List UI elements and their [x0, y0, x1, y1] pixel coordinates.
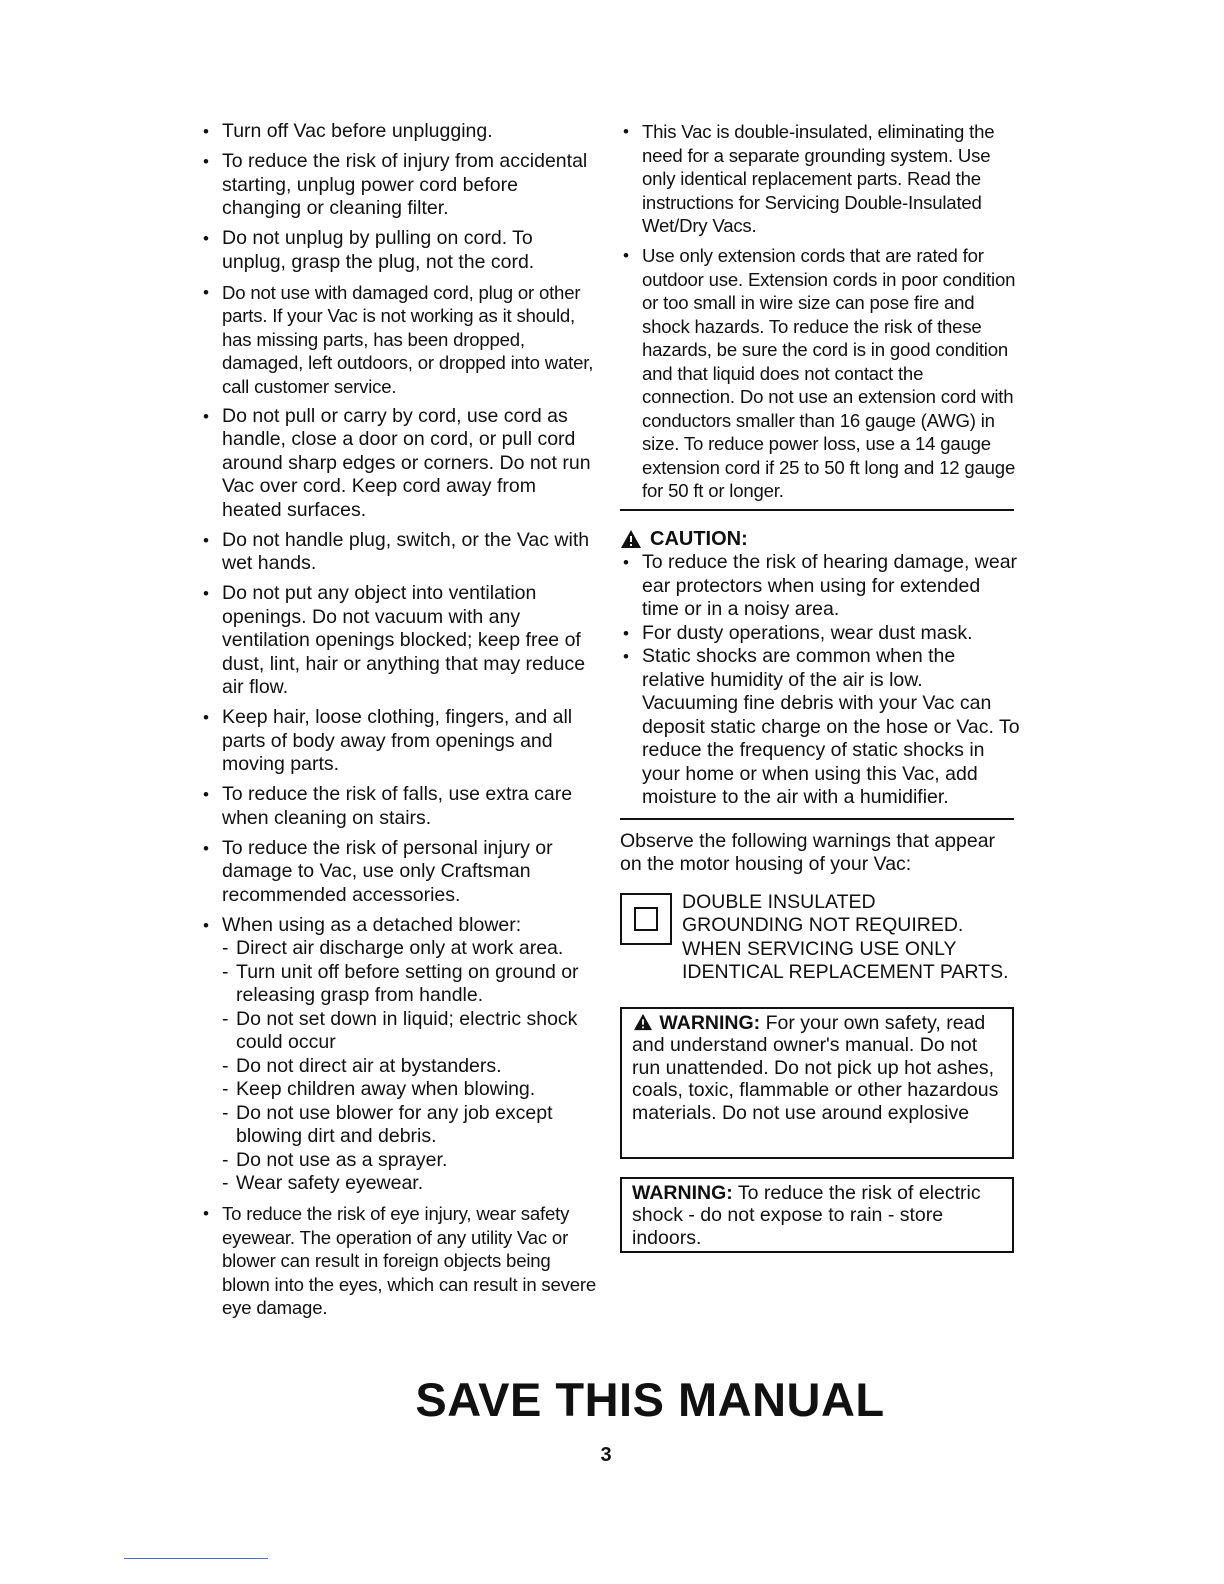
double-insulated-icon [620, 893, 672, 945]
list-item: • Turn off Vac before unplugging. [200, 120, 600, 144]
sub-list-item: - Do not use as a sprayer. [222, 1149, 600, 1173]
caution-item: • For dusty operations, wear dust mask. [620, 622, 1020, 646]
list-item: • Do not pull or carry by cord, use cord as handle, close a door on cord, or pull cord around sharp edges or corners. Do not run Vac over cord. Keep cord away from heated surfaces. [200, 405, 600, 523]
left-column [200, 120, 600, 1326]
warning-box-safety [620, 1007, 1014, 1159]
caution-item: • Static shocks are common when the relative humidity of the air is low. Vacuuming fine debris with your Vac can deposit static charge on the hose or Vac. To reduce the frequency of static shocks in your home or when using this Vac, add moisture to the air with a humidifier. [620, 645, 1020, 810]
caution-list [620, 551, 1020, 810]
warning-triangle-icon [620, 529, 642, 549]
footer-rule [124, 1558, 268, 1559]
list-item: • Do not handle plug, switch, or the Vac with wet hands. [200, 529, 600, 576]
list-item: • To reduce the risk of personal injury or damage to Vac, use only Craftsman recommended accessories. [200, 837, 600, 908]
caution-item: • To reduce the risk of hearing damage, wear ear protectors when using for extended time or in a noisy area. [620, 551, 1020, 622]
caution-heading [620, 527, 1020, 551]
blower-intro: When using as a detached blower: [222, 913, 522, 936]
list-item: • This Vac is double-insulated, eliminating the need for a separate grounding system. Use only identical replacement parts. Read the instructions for Servicing Double-Insulated Wet/Dry Vacs. [620, 120, 1020, 238]
double-insulated-label [620, 891, 1020, 985]
list-item-blower [200, 914, 600, 1196]
warning-text: For your own safety, read and understand owner's manual. Do not run unattended. Do not pick up hot ashes, coals, toxic, flammable or other hazardous materials. Do not use around explosive [632, 1011, 999, 1124]
list-item: • Keep hair, loose clothing, fingers, and all parts of body away from openings and moving parts. [200, 706, 600, 777]
sub-list-item: - Keep children away when blowing. [222, 1078, 600, 1102]
warning-box-shock [620, 1177, 1014, 1253]
warning-triangle-icon [632, 1013, 654, 1031]
caution-title: CAUTION: [650, 528, 748, 550]
list-item: • Use only extension cords that are rated for outdoor use. Extension cords in poor condition or too small in wire size can pose fire and shock hazards. To reduce the risk of these hazards, be sure the cord is in good condition and that liquid does not contact the connection. Do not use an extension cord with conductors smaller than 16 gauge (AWG) in size. To reduce power loss, use a 14 gauge extension cord if 25 to 50 ft long and 12 gauge for 50 ft or longer. [620, 244, 1020, 503]
right-column [620, 120, 1020, 1253]
warning-label: WARNING: [632, 1181, 733, 1204]
sub-list-item: - Direct air discharge only at work area. [222, 937, 600, 961]
list-item: • To reduce the risk of injury from accidental starting, unplug power cord before changing or cleaning filter. [200, 150, 600, 221]
sub-list-item: - Do not use blower for any job except blowing dirt and debris. [222, 1102, 600, 1149]
warning-label: WARNING: [659, 1011, 761, 1034]
page-number: 3 [600, 1444, 612, 1466]
list-item: • To reduce the risk of eye injury, wear safety eyewear. The operation of any utility Vac or blower can result in foreign objects being blown into the eyes, which can result in severe eye damage. [200, 1202, 600, 1320]
safety-list-left [200, 120, 600, 1320]
save-manual-title: SAVE THIS MANUAL [415, 1373, 885, 1426]
section-divider [620, 818, 1014, 820]
double-insulated-text: DOUBLE INSULATED GROUNDING NOT REQUIRED. WHEN SERVICING USE ONLY IDENTICAL REPLACEMENT PARTS. [682, 890, 1009, 983]
list-item: • Do not use with damaged cord, plug or other parts. If your Vac is not working as it should, has missing parts, has been dropped, damaged, left outdoors, or dropped into water, call customer service. [200, 281, 600, 399]
list-item: • Do not unplug by pulling on cord. To unplug, grasp the plug, not the cord. [200, 227, 600, 274]
sub-list-item: - Wear safety eyewear. [222, 1172, 600, 1196]
list-item: • Do not put any object into ventilation openings. Do not vacuum with any ventilation openings blocked; keep free of dust, lint, hair or anything that may reduce air flow. [200, 582, 600, 700]
section-divider [620, 509, 1014, 511]
warning-text: To reduce the risk of electric shock - do not expose to rain - store indoors. [632, 1181, 981, 1249]
list-item: • To reduce the risk of falls, use extra care when cleaning on stairs. [200, 783, 600, 830]
sub-list-item: - Do not direct air at bystanders. [222, 1055, 600, 1079]
sub-list-item: - Turn unit off before setting on ground or releasing grasp from handle. [222, 961, 600, 1008]
safety-list-right [620, 120, 1020, 503]
sub-list-item: - Do not set down in liquid; electric shock could occur [222, 1008, 600, 1055]
observe-text: Observe the following warnings that appear on the motor housing of your Vac: [620, 829, 996, 875]
blower-sublist [222, 937, 600, 1196]
